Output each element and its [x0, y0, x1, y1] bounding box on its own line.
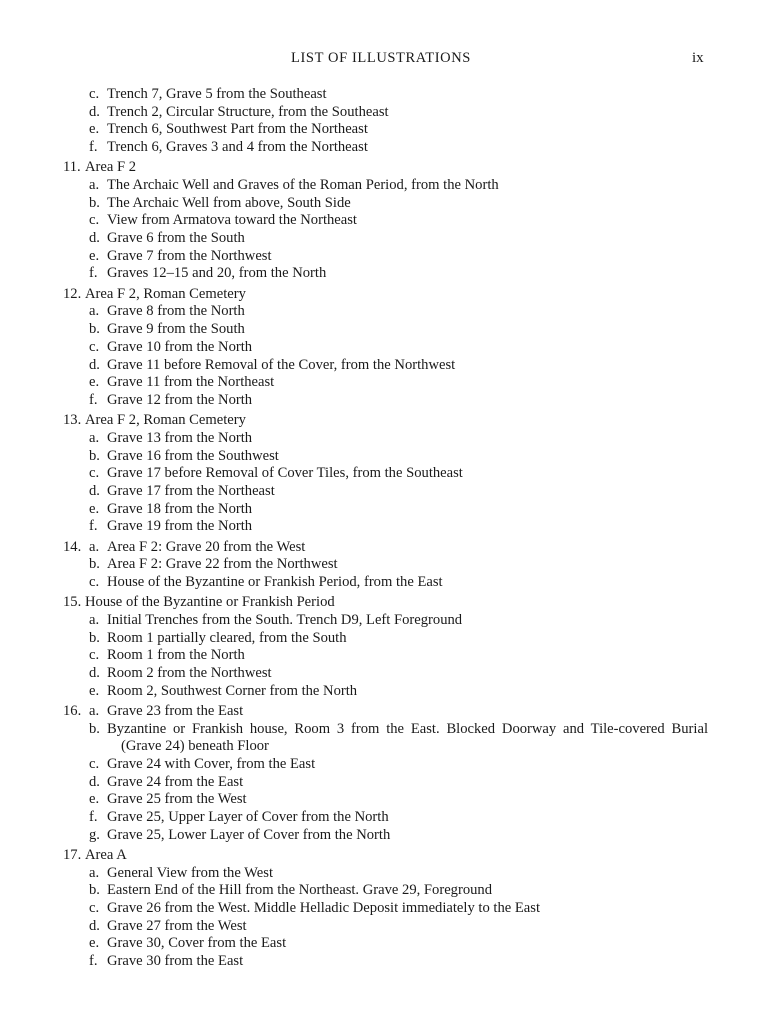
section-number: 15. [63, 594, 82, 611]
list-item [0, 865, 762, 883]
item-text: Trench 2, Circular Structure, from the Southeast [107, 103, 389, 120]
list-item [0, 321, 762, 339]
item-letter: b. [89, 556, 100, 573]
section-heading [0, 412, 762, 430]
item-text: Grave 17 before Removal of Cover Tiles, from the Southeast [107, 465, 463, 482]
item-letter: e. [89, 935, 100, 952]
list-item [0, 721, 762, 739]
item-text: Area F 2: Grave 20 from the West [107, 538, 306, 555]
item-text: Grave 23 from the East [107, 702, 244, 719]
list-item [0, 703, 762, 721]
list-item [0, 177, 762, 195]
item-letter: a. [89, 303, 100, 320]
item-letter: a. [89, 702, 100, 719]
item-letter: e. [89, 791, 100, 808]
item-text: Grave 11 before Removal of the Cover, from the Northwest [107, 356, 456, 373]
list-item [0, 430, 762, 448]
item-text: View from Armatova toward the Northeast [107, 212, 357, 229]
list-item [0, 556, 762, 574]
section-title: Area F 2, Roman Cemetery [85, 285, 246, 302]
item-letter: a. [89, 611, 100, 628]
section-heading [0, 159, 762, 177]
list-item [0, 501, 762, 519]
list-item-continuation [0, 738, 762, 756]
item-letter: c. [89, 86, 100, 102]
list-item [0, 774, 762, 792]
item-text: Grave 25, Lower Layer of Cover from the North [107, 826, 391, 843]
item-letter: c. [89, 756, 100, 772]
list-item [0, 86, 762, 104]
item-text: The Archaic Well from above, South Side [107, 194, 351, 211]
list-item [0, 139, 762, 157]
item-text: Grave 25 from the West [107, 791, 247, 808]
list-item [0, 630, 762, 648]
item-letter: c. [89, 573, 100, 590]
list-item [0, 683, 762, 701]
list-item [0, 374, 762, 392]
list-item [0, 195, 762, 213]
section-number: 11. [63, 159, 81, 176]
list-item [0, 647, 762, 665]
section-heading [0, 847, 762, 865]
item-text: Grave 11 from the Northeast [107, 374, 275, 391]
section-number: 13. [63, 412, 82, 429]
item-text: Trench 6, Southwest Part from the Northeast [107, 121, 368, 138]
section-title: Area F 2 [85, 159, 137, 176]
item-text: Grave 10 from the North [107, 338, 253, 355]
item-letter: d. [89, 103, 100, 120]
item-text: Room 2, Southwest Corner from the North [107, 682, 358, 699]
item-text: Grave 30, Cover from the East [107, 935, 287, 952]
item-text: Trench 6, Graves 3 and 4 from the Northeast [107, 139, 368, 156]
item-text: Grave 27 from the West [107, 917, 247, 934]
item-text: Grave 19 from the North [107, 518, 253, 535]
item-text: Grave 30 from the East [107, 953, 244, 970]
item-letter: b. [89, 447, 100, 464]
item-letter: e. [89, 374, 100, 391]
item-letter: c. [89, 338, 100, 355]
item-letter: g. [89, 826, 100, 843]
list-item [0, 230, 762, 248]
item-text-continuation: (Grave 24) beneath Floor [121, 738, 269, 755]
item-text: Grave 9 from the South [107, 321, 245, 338]
list-item [0, 900, 762, 918]
item-letter: a. [89, 538, 100, 555]
item-letter: f. [89, 809, 98, 826]
section-title: Area A [85, 847, 127, 864]
illustration-list [0, 86, 762, 971]
item-letter: f. [89, 139, 98, 156]
item-letter: b. [89, 321, 100, 338]
list-item [0, 791, 762, 809]
item-letter: c. [89, 647, 100, 664]
list-item [0, 248, 762, 266]
item-text: Room 2 from the Northwest [107, 664, 272, 681]
list-item [0, 756, 762, 774]
item-letter: e. [89, 247, 100, 264]
list-item [0, 953, 762, 971]
item-text: Room 1 from the North [107, 647, 245, 664]
section-heading [0, 286, 762, 304]
page-header [0, 50, 762, 68]
item-letter: f. [89, 518, 98, 535]
list-item [0, 212, 762, 230]
list-item [0, 518, 762, 536]
item-letter: d. [89, 356, 100, 373]
section-number: 12. [63, 285, 82, 302]
item-text: House of the Byzantine or Frankish Period, from the East [107, 573, 443, 590]
list-item [0, 612, 762, 630]
item-text: Grave 24 from the East [107, 773, 244, 790]
item-letter: f. [89, 391, 98, 408]
item-letter: f. [89, 953, 98, 970]
item-text: Grave 25, Upper Layer of Cover from the North [107, 809, 389, 826]
list-item [0, 265, 762, 283]
item-text: Grave 13 from the North [107, 429, 253, 446]
item-letter: c. [89, 900, 100, 917]
item-text: Graves 12–15 and 20, from the North [107, 265, 327, 282]
list-item [0, 339, 762, 357]
item-text: Grave 8 from the North [107, 303, 245, 320]
list-item [0, 392, 762, 410]
item-letter: d. [89, 230, 100, 247]
list-item [0, 827, 762, 845]
list-item [0, 809, 762, 827]
running-head-title: LIST OF ILLUSTRATIONS [291, 50, 471, 66]
item-text: Grave 6 from the South [107, 230, 245, 247]
item-text: Grave 7 from the Northwest [107, 247, 272, 264]
item-letter: d. [89, 482, 100, 499]
item-letter: d. [89, 773, 100, 790]
list-item [0, 465, 762, 483]
list-item [0, 483, 762, 501]
item-text: Byzantine or Frankish house, Room 3 from the East. Blocked Doorway and Tile-covered Burial [107, 720, 708, 737]
list-item [0, 539, 762, 557]
item-letter: c. [89, 212, 100, 229]
item-letter: c. [89, 465, 100, 482]
item-letter: e. [89, 121, 100, 138]
item-letter: a. [89, 177, 100, 194]
item-text: Grave 18 from the North [107, 500, 253, 517]
list-item [0, 918, 762, 936]
item-text: Trench 7, Grave 5 from the Southeast [107, 86, 327, 102]
section-number: 16. [63, 702, 82, 719]
item-text: Grave 26 from the West. Middle Helladic Deposit immediately to the East [107, 900, 541, 917]
item-text: Grave 17 from the Northeast [107, 482, 275, 499]
list-item [0, 665, 762, 683]
item-text: Grave 16 from the Southwest [107, 447, 279, 464]
item-letter: a. [89, 429, 100, 446]
item-letter: b. [89, 720, 100, 737]
item-text: Initial Trenches from the South. Trench D9, Left Foreground [107, 611, 463, 628]
list-item [0, 121, 762, 139]
page-number: ix [692, 50, 704, 66]
list-item [0, 935, 762, 953]
item-letter: f. [89, 265, 98, 282]
item-letter: a. [89, 864, 100, 881]
list-item [0, 357, 762, 375]
item-letter: e. [89, 500, 100, 517]
item-text: Room 1 partially cleared, from the South [107, 629, 347, 646]
item-text: Grave 12 from the North [107, 391, 253, 408]
section-title: Area F 2, Roman Cemetery [85, 412, 246, 429]
list-item [0, 104, 762, 122]
item-text: Grave 24 with Cover, from the East [107, 756, 316, 772]
section-number: 14. [63, 538, 82, 555]
item-text: The Archaic Well and Graves of the Roman Period, from the North [107, 177, 499, 194]
item-letter: b. [89, 629, 100, 646]
item-text: Area F 2: Grave 22 from the Northwest [107, 556, 338, 573]
item-letter: d. [89, 664, 100, 681]
list-item [0, 882, 762, 900]
section-title: House of the Byzantine or Frankish Period [85, 594, 335, 611]
list-item [0, 303, 762, 321]
item-letter: b. [89, 882, 100, 899]
item-letter: e. [89, 682, 100, 699]
item-letter: d. [89, 917, 100, 934]
list-item [0, 448, 762, 466]
list-item [0, 574, 762, 592]
item-letter: b. [89, 194, 100, 211]
section-number: 17. [63, 847, 82, 864]
item-text: Eastern End of the Hill from the Northeast. Grave 29, Foreground [107, 882, 493, 899]
item-text: General View from the West [107, 864, 273, 881]
section-heading [0, 594, 762, 612]
